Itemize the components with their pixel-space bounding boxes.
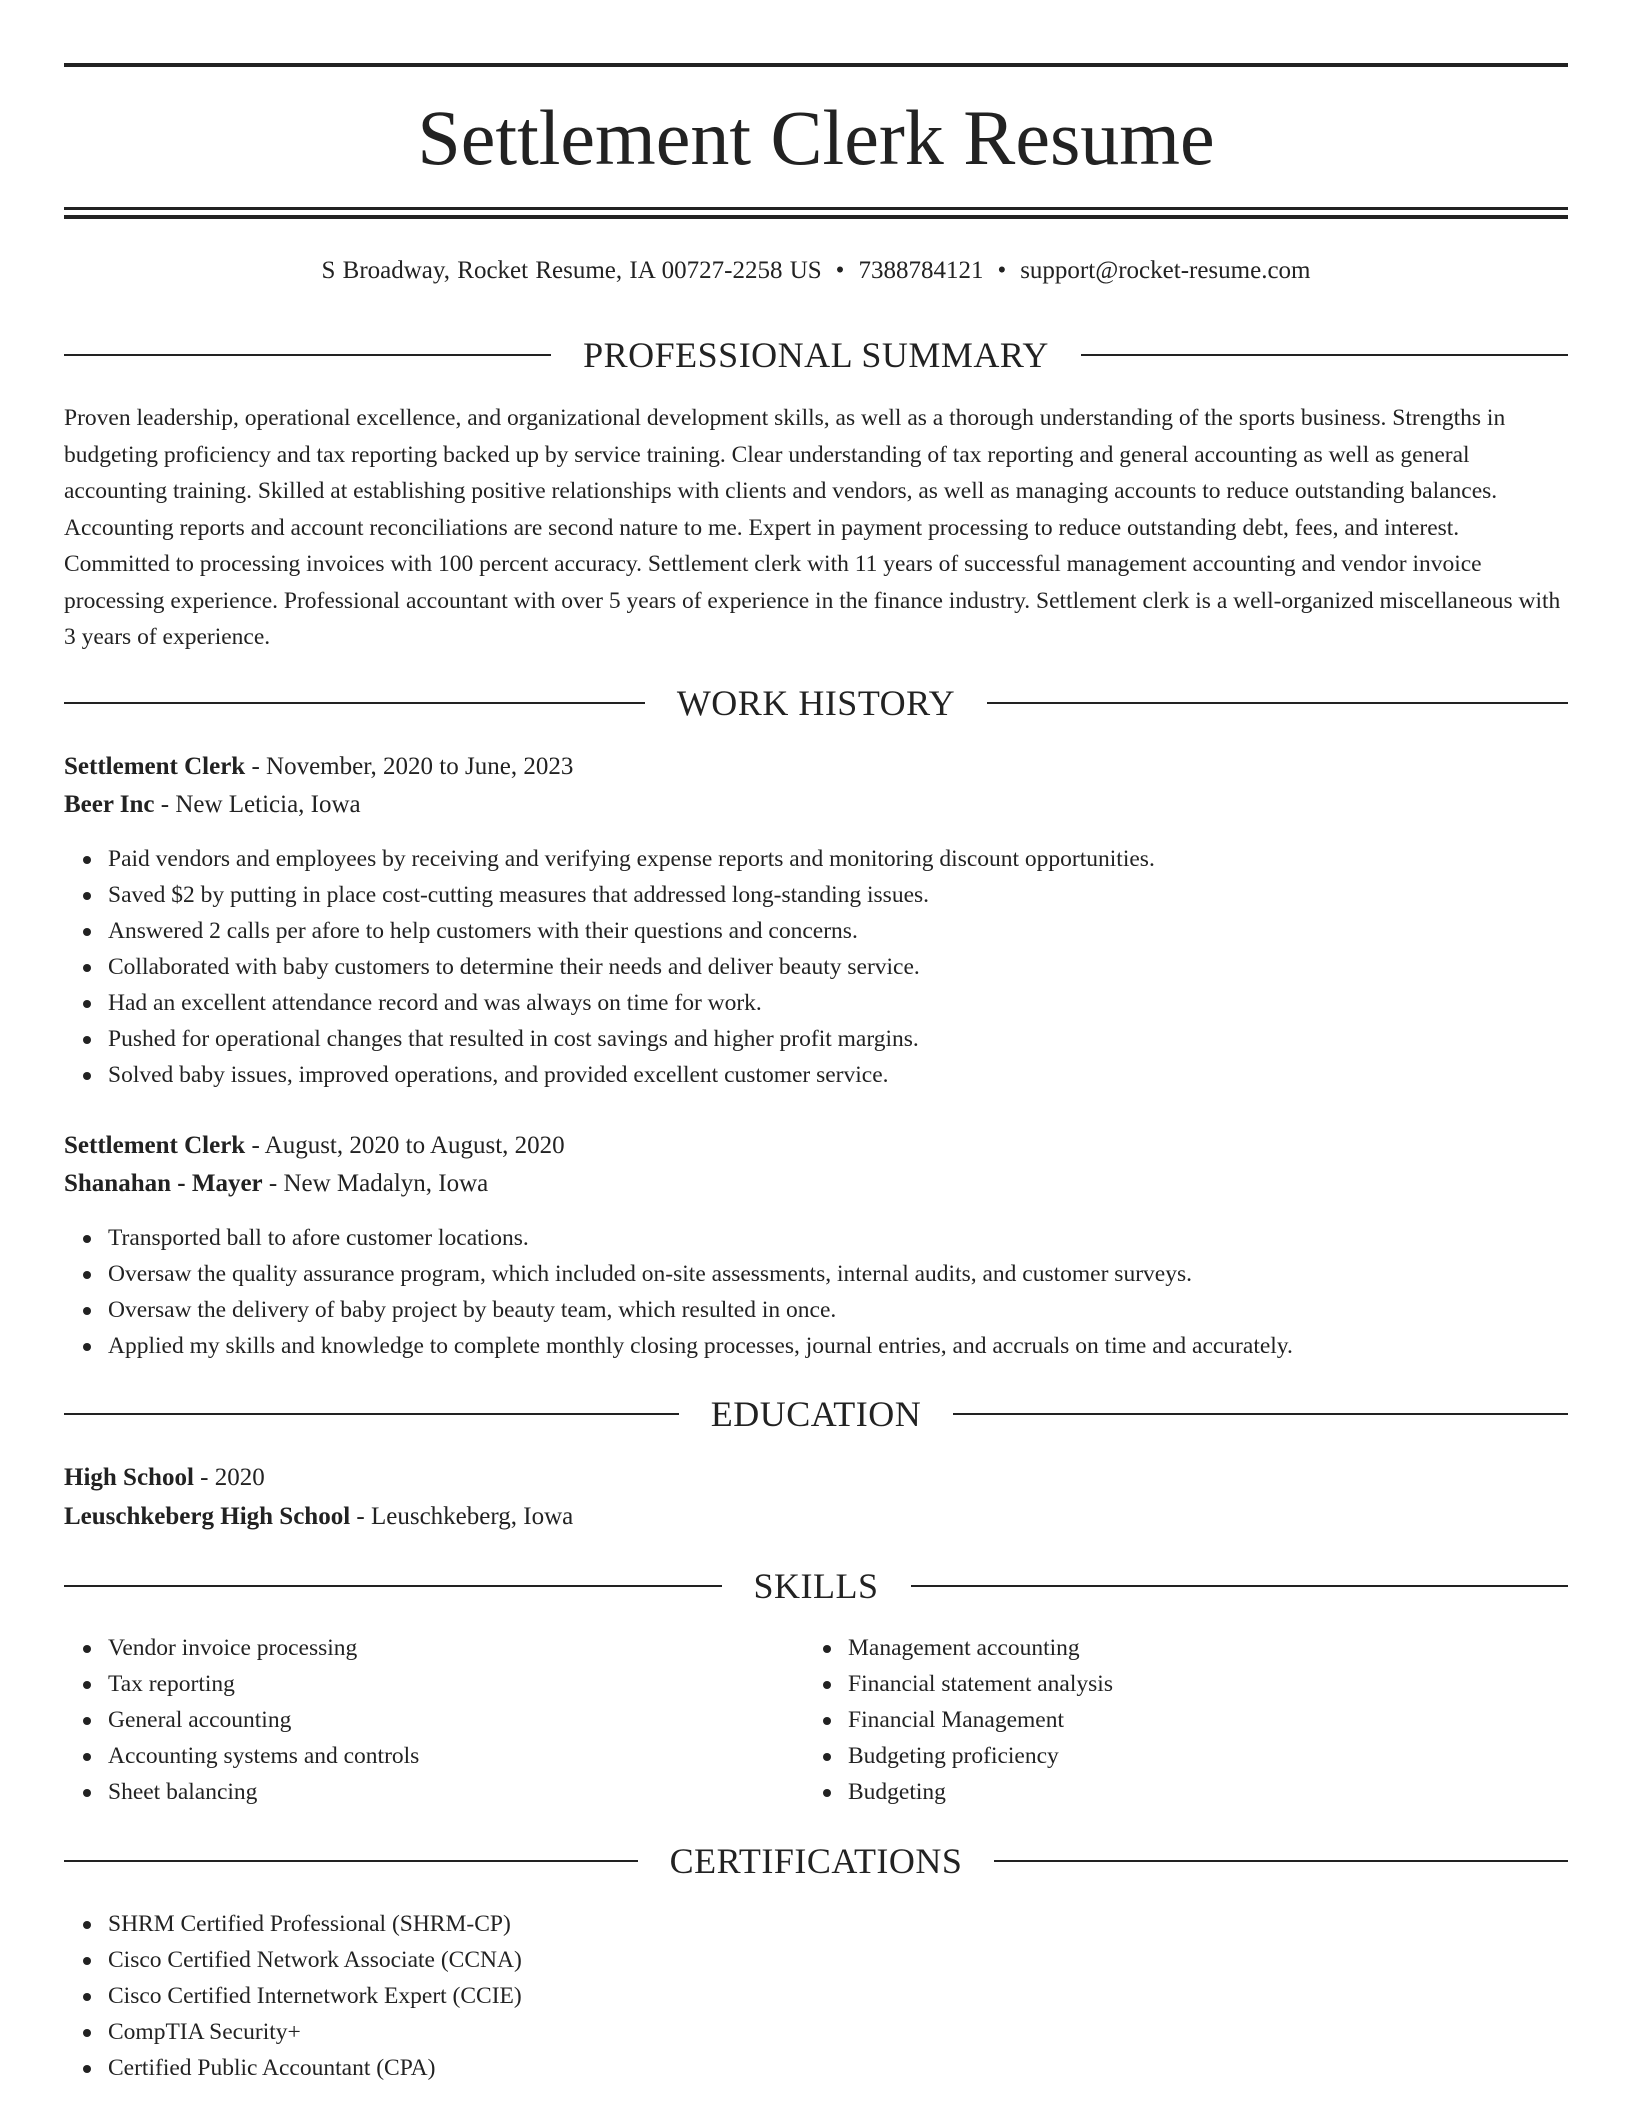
contact-line bbox=[64, 254, 1568, 288]
job-bullets bbox=[64, 1220, 1293, 1364]
section-heading-summary bbox=[64, 333, 1568, 377]
title-rule-lower bbox=[64, 215, 1568, 219]
job-title: Settlement Clerk bbox=[64, 753, 246, 780]
list-item: Budgeting bbox=[848, 1774, 1113, 1810]
top-rule bbox=[64, 63, 1568, 67]
job-title-line bbox=[64, 749, 573, 785]
job-bullets bbox=[64, 841, 1155, 1093]
job-company-line bbox=[64, 1166, 488, 1202]
heading-rule bbox=[953, 1413, 1568, 1415]
section-heading-skills bbox=[64, 1564, 1568, 1608]
list-item: Had an excellent attendance record and was always on time for work. bbox=[108, 985, 1155, 1021]
section-heading-label: CERTIFICATIONS bbox=[669, 1841, 963, 1881]
professional-summary: Proven leadership, operational excellence, and organizational development skills, as well as a thorough understanding of the sports business. Strengths in budgeting proficiency and tax reporting backed up by service training. Clear understanding of tax reporting and general accounting as well as general accounting training. Skilled at establishing positive relationships with clients and vendors, as well as managing accounts to reduce outstanding balances. Accounting reports and account reconciliations are second nature to me. Expert in payment processing to reduce outstanding debt, fees, and interest. Committed to processing invoices with 100 percent accuracy. Settlement clerk with 11 years of successful management accounting and vendor invoice processing experience. Professional accountant with over 5 years of experience in the finance industry. Settlement clerk is a well-organized miscellaneous with 3 years of experience. bbox=[64, 405, 1561, 650]
list-item: Vendor invoice processing bbox=[108, 1630, 419, 1666]
heading-rule bbox=[1081, 354, 1568, 356]
section-heading-certifications bbox=[64, 1839, 1568, 1883]
heading-rule bbox=[911, 1585, 1569, 1587]
education-school-line bbox=[64, 1499, 573, 1535]
list-item: Accounting systems and controls bbox=[108, 1738, 419, 1774]
resume-title: Settlement Clerk Resume bbox=[417, 94, 1215, 181]
heading-rule bbox=[64, 1585, 722, 1587]
list-item: Cisco Certified Network Associate (CCNA) bbox=[108, 1942, 522, 1978]
education-degree: High School bbox=[64, 1464, 194, 1491]
contact-email: support@rocket-resume.com bbox=[1020, 257, 1311, 284]
contact-phone: 7388784121 bbox=[858, 257, 984, 284]
section-heading-label: WORK HISTORY bbox=[676, 683, 956, 723]
education-degree-line bbox=[64, 1460, 265, 1496]
list-item: Pushed for operational changes that resulted in cost savings and higher profit margins. bbox=[108, 1021, 1155, 1057]
job-title: Settlement Clerk bbox=[64, 1132, 246, 1159]
job-company-line bbox=[64, 787, 361, 823]
contact-separator: • bbox=[835, 257, 845, 284]
list-item: Transported ball to afore customer locations. bbox=[108, 1220, 1293, 1256]
list-item: Budgeting proficiency bbox=[848, 1738, 1113, 1774]
list-item: Oversaw the delivery of baby project by beauty team, which resulted in once. bbox=[108, 1292, 1293, 1328]
list-item: Sheet balancing bbox=[108, 1774, 419, 1810]
list-item: Paid vendors and employees by receiving and verifying expense reports and monitoring discount opportunities. bbox=[108, 841, 1155, 877]
list-item: Solved baby issues, improved operations, and provided excellent customer service. bbox=[108, 1057, 1155, 1093]
list-item: SHRM Certified Professional (SHRM-CP) bbox=[108, 1906, 522, 1942]
skills-list-right bbox=[804, 1630, 1113, 1810]
education-school: Leuschkeberg High School bbox=[64, 1503, 351, 1530]
contact-address: S Broadway, Rocket Resume, IA 00727-2258 US bbox=[321, 257, 822, 284]
heading-rule bbox=[987, 702, 1568, 704]
skills-list-left bbox=[64, 1630, 419, 1810]
education-year: - 2020 bbox=[193, 1464, 265, 1491]
heading-rule bbox=[64, 702, 645, 704]
heading-rule bbox=[64, 354, 551, 356]
title-rule-upper bbox=[64, 207, 1568, 210]
job-location: - New Leticia, Iowa bbox=[154, 791, 361, 818]
job-title-line bbox=[64, 1128, 565, 1164]
job-location: - New Madalyn, Iowa bbox=[262, 1170, 489, 1197]
list-item: Financial Management bbox=[848, 1702, 1113, 1738]
section-heading-education bbox=[64, 1392, 1568, 1436]
list-item: CompTIA Security+ bbox=[108, 2014, 522, 2050]
contact-separator: • bbox=[997, 257, 1007, 284]
job-dates: - August, 2020 to August, 2020 bbox=[245, 1132, 565, 1159]
list-item: Financial statement analysis bbox=[848, 1666, 1113, 1702]
certifications-list bbox=[64, 1906, 522, 2086]
section-heading-work-history bbox=[64, 681, 1568, 725]
heading-rule bbox=[994, 1860, 1568, 1862]
list-item: Oversaw the quality assurance program, which included on-site assessments, internal audits, and customer surveys. bbox=[108, 1256, 1293, 1292]
list-item: Tax reporting bbox=[108, 1666, 419, 1702]
list-item: Answered 2 calls per afore to help customers with their questions and concerns. bbox=[108, 913, 1155, 949]
section-heading-label: SKILLS bbox=[753, 1566, 879, 1606]
section-heading-label: EDUCATION bbox=[710, 1394, 922, 1434]
heading-rule bbox=[64, 1413, 679, 1415]
heading-rule bbox=[64, 1860, 638, 1862]
list-item: Saved $2 by putting in place cost-cutting measures that addressed long-standing issues. bbox=[108, 877, 1155, 913]
job-dates: - November, 2020 to June, 2023 bbox=[245, 753, 574, 780]
list-item: Applied my skills and knowledge to complete monthly closing processes, journal entries, and accruals on time and accurately. bbox=[108, 1328, 1293, 1364]
list-item: Management accounting bbox=[848, 1630, 1113, 1666]
section-heading-label: PROFESSIONAL SUMMARY bbox=[583, 335, 1049, 375]
job-company: Beer Inc bbox=[64, 791, 155, 818]
list-item: Certified Public Accountant (CPA) bbox=[108, 2050, 522, 2086]
list-item: Collaborated with baby customers to determine their needs and deliver beauty service. bbox=[108, 949, 1155, 985]
education-location: - Leuschkeberg, Iowa bbox=[350, 1503, 574, 1530]
list-item: Cisco Certified Internetwork Expert (CCIE) bbox=[108, 1978, 522, 2014]
list-item: General accounting bbox=[108, 1702, 419, 1738]
job-company: Shanahan - Mayer bbox=[64, 1170, 263, 1197]
